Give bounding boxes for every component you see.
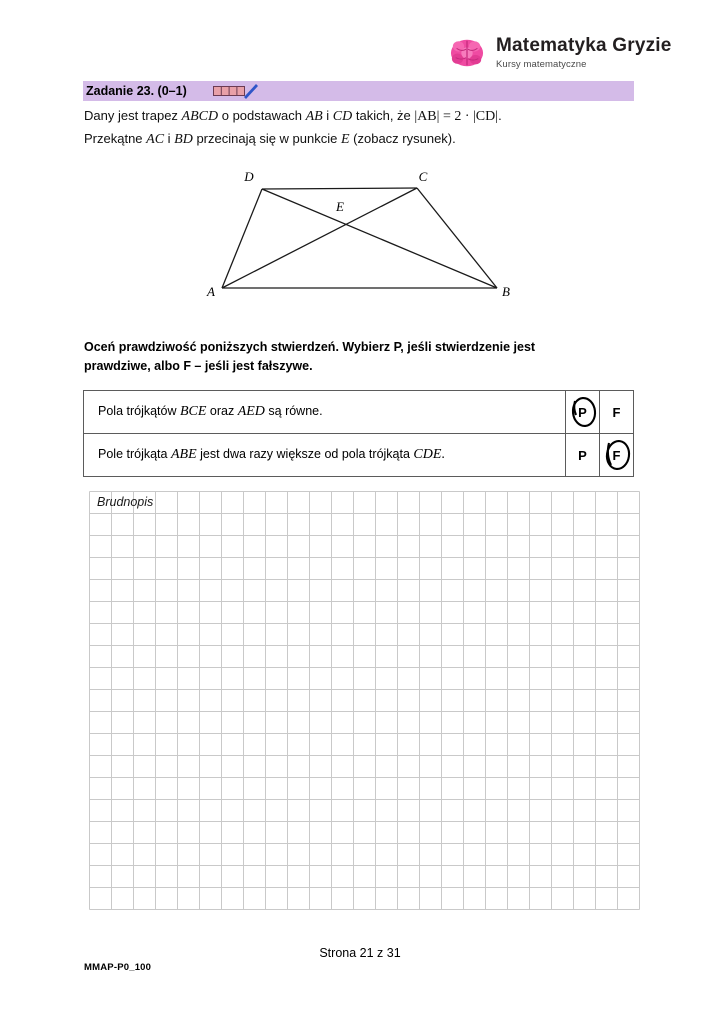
stmt2-p3: przecinają się w punkcie bbox=[192, 131, 341, 146]
stmt1-p1: Dany jest trapez bbox=[84, 108, 182, 123]
vertex-label-B: B bbox=[502, 284, 510, 299]
problem-statement-line-1 bbox=[84, 108, 502, 125]
stmt2-m1: AC bbox=[146, 132, 165, 147]
stmt1-m2: AB bbox=[305, 109, 323, 124]
stmt1-m4: |AB| = 2 · |CD| bbox=[414, 109, 499, 124]
scratch-area bbox=[89, 491, 634, 910]
vertex-label-D: D bbox=[244, 169, 254, 184]
logo-subtitle: Kursy matematyczne bbox=[496, 59, 587, 71]
row2-option-f-label: F bbox=[612, 447, 621, 463]
stmt2-m2: BD bbox=[174, 132, 193, 147]
brand-logo bbox=[448, 36, 672, 70]
row2-m1: ABE bbox=[170, 447, 197, 462]
row2-p3: . bbox=[441, 447, 445, 462]
table-row bbox=[84, 391, 634, 434]
logo-text-block bbox=[496, 36, 672, 70]
stmt2-p2: i bbox=[164, 131, 175, 146]
row1-p3: są równe. bbox=[264, 404, 323, 418]
row1-p2: oraz bbox=[206, 404, 238, 418]
row1-m2: AED bbox=[237, 404, 265, 419]
task-title: Zadanie 23. (0–1) bbox=[86, 84, 187, 98]
row1-m1: BCE bbox=[179, 404, 207, 419]
stmt1-m1: ABCD bbox=[181, 109, 219, 124]
stmt2-m3: E bbox=[340, 132, 350, 147]
vertex-label-E: E bbox=[336, 199, 344, 214]
row2-option-p[interactable] bbox=[566, 434, 600, 477]
statement-cell bbox=[84, 434, 566, 477]
row2-option-p-label: P bbox=[578, 447, 587, 463]
stmt1-p5: . bbox=[498, 108, 502, 123]
four-cell-grid-with-pen-icon bbox=[213, 83, 259, 99]
stmt2-p1: Przekątne bbox=[84, 131, 147, 146]
row1-option-f-label: F bbox=[612, 404, 621, 420]
task-header-band bbox=[83, 81, 634, 101]
row2-p1: Pole trójkąta bbox=[98, 447, 171, 461]
scratch-label: Brudnopis bbox=[97, 495, 154, 509]
stmt1-p2: o podstawach bbox=[218, 108, 306, 123]
figure-edge-BD bbox=[262, 189, 497, 288]
brain-icon bbox=[448, 36, 486, 70]
document-code: MMAP-P0_100 bbox=[84, 962, 152, 973]
trapezoid-figure bbox=[195, 165, 525, 310]
table-row bbox=[84, 434, 634, 477]
row1-p1: Pola trójkątów bbox=[98, 404, 180, 418]
figure-edge-DA bbox=[222, 189, 262, 288]
scratch-grid bbox=[89, 491, 640, 910]
stmt1-p3: i bbox=[322, 108, 333, 123]
figure-edge-BC bbox=[417, 188, 497, 288]
figure-edge-CD bbox=[262, 188, 417, 189]
logo-title: Matematyka Gryzie bbox=[496, 35, 672, 57]
row1-option-p-label: P bbox=[578, 404, 587, 420]
stmt1-p4: takich, że bbox=[352, 108, 415, 123]
row1-option-f[interactable] bbox=[600, 391, 634, 434]
statement-cell bbox=[84, 391, 566, 434]
row1-option-p[interactable] bbox=[566, 391, 600, 434]
vertex-label-C: C bbox=[418, 169, 428, 184]
stmt1-m3: CD bbox=[332, 109, 353, 124]
instruction-text: Oceń prawdziwość poniższych stwierdzeń. Wybierz P, jeśli stwierdzenie jest prawdziwe, albo F – jeśli jest fałszywe. bbox=[84, 340, 536, 374]
stmt2-p4: (zobacz rysunek). bbox=[349, 131, 456, 146]
row2-m2: CDE bbox=[413, 447, 442, 462]
vertex-label-A: A bbox=[207, 284, 215, 299]
page-number: Strona 21 z 31 bbox=[319, 946, 401, 960]
row2-p2: jest dwa razy większe od pola trójkąta bbox=[196, 447, 414, 461]
figure-edge-AC bbox=[222, 188, 417, 288]
row2-option-f[interactable] bbox=[600, 434, 634, 477]
problem-statement-line-2 bbox=[84, 131, 456, 148]
true-false-answer-table bbox=[83, 390, 634, 477]
